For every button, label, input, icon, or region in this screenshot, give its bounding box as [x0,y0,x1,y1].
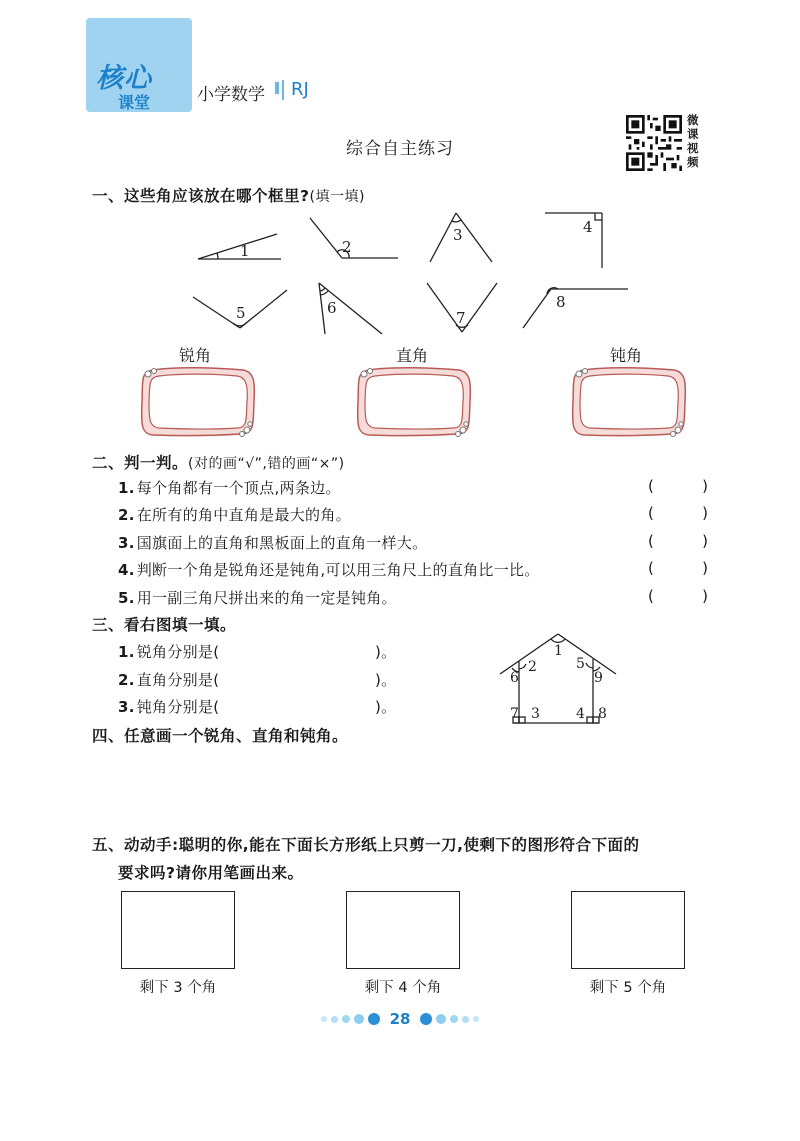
fill-blank-end[interactable]: )。 [375,671,397,689]
angle-4 [545,213,602,268]
answer-blank[interactable]: ( ) [648,477,708,495]
footer-dot [354,1014,364,1024]
judge-item [118,477,341,498]
qr-caption-char: 频 [687,155,699,169]
section1-note: (填一填) [309,189,365,205]
rectangle-caption: 剩下 3 个角 [139,980,217,996]
item-number: 2. [118,506,135,524]
item-text: 锐角分别是( [136,643,220,661]
angle-8 [523,288,628,328]
house-label: 8 [598,706,607,722]
page-footer [0,1010,800,1028]
angle-label: 6 [327,299,337,317]
acute-answer-box[interactable] [139,366,257,438]
section2-note: (对的画“√”,错的画“×”) [188,456,345,472]
obtuse-box-label: 钝角 [609,346,642,365]
footer-dot [420,1013,432,1025]
qr-caption-char: 课 [687,127,699,141]
item-text: 国旗面上的直角和黑板面上的直角一样大。 [136,534,428,552]
drawing-area[interactable] [118,752,698,822]
rectangle-caption: 剩下 4 个角 [364,980,442,996]
angle-label: 1 [240,242,250,260]
logo-title: 核心 [96,63,152,94]
paper-rectangle-3[interactable] [571,891,685,969]
angle-label: 4 [583,218,593,236]
edition-label: RJ [291,79,309,100]
footer-dot [331,1016,338,1023]
qr-caption-char: 视 [687,141,699,155]
angles-figure [0,0,800,360]
item-number: 3. [118,698,135,716]
fill-item [118,669,219,690]
answer-blank[interactable]: ( ) [648,587,708,605]
item-text: 在所有的角中直角是最大的角。 [136,506,351,524]
page-number: 28 [389,1010,411,1028]
judge-item [118,559,540,580]
angle-label: 2 [342,238,352,256]
footer-dot [462,1016,469,1023]
obtuse-answer-box[interactable] [570,366,688,438]
item-number: 5. [118,589,135,607]
footer-dot [436,1014,446,1024]
house-figure [496,628,621,728]
item-text: 用一副三角尺拼出来的角一定是钝角。 [136,589,397,607]
house-label: 3 [531,706,540,722]
fill-blank-end[interactable]: )。 [375,643,397,661]
item-number: 1. [118,643,135,661]
item-number: 3. [118,534,135,552]
fill-blank-end[interactable]: )。 [375,698,397,716]
angle-label: 7 [456,309,466,327]
item-text: 直角分别是( [136,671,220,689]
judge-item [118,504,351,525]
house-label: 6 [510,670,519,686]
section5-heading: 五、动动手:聪明的你,能在下面长方形纸上只剪一刀,使剩下的图形符合下面的 [92,836,640,854]
item-text: 每个角都有一个顶点,两条边。 [136,479,341,497]
fill-item [118,696,219,717]
section1-heading-text: 一、这些角应该放在哪个框里? [92,187,310,205]
item-text: 判断一个角是锐角还是钝角,可以用三角尺上的直角比一比。 [136,561,540,579]
section5-heading-line2: 要求吗?请你用笔画出来。 [118,864,304,882]
judge-item [118,587,397,608]
item-number: 1. [118,479,135,497]
rectangle-caption: 剩下 5 个角 [589,980,667,996]
logo-subtitle: 课堂 [118,93,151,112]
angle-2 [310,218,398,258]
footer-dot [473,1016,479,1022]
angle-label: 3 [453,226,463,244]
footer-dot [368,1013,380,1025]
house-label: 4 [576,706,585,722]
house-label: 2 [528,659,537,675]
section3-heading: 三、看右图填一填。 [92,616,237,634]
section2-heading [92,451,345,473]
item-text: 钝角分别是( [136,698,220,716]
footer-dot [450,1015,458,1023]
answer-blank[interactable]: ( ) [648,504,708,522]
acute-box-label: 锐角 [178,346,211,365]
page-title: 综合自主练习 [346,139,454,159]
section4-heading: 四、任意画一个锐角、直角和钝角。 [92,727,349,745]
angle-label: 8 [556,293,566,311]
item-number: 4. [118,561,135,579]
house-label: 9 [594,670,603,686]
fill-item [118,641,219,662]
house-label: 1 [554,643,563,659]
right-answer-box[interactable] [355,366,473,438]
answer-blank[interactable]: ( ) [648,532,708,550]
house-label: 5 [576,656,585,672]
qr-caption-char: 微 [687,113,699,127]
footer-dot [321,1016,327,1022]
item-number: 2. [118,671,135,689]
answer-blank[interactable]: ( ) [648,559,708,577]
section2-heading-text: 二、判一判。 [92,454,189,472]
angle-label: 5 [236,304,246,322]
paper-rectangle-1[interactable] [121,891,235,969]
judge-item [118,532,427,553]
paper-rectangle-2[interactable] [346,891,460,969]
footer-dot [342,1015,350,1023]
house-label: 7 [510,706,519,722]
right-box-label: 直角 [395,346,428,365]
subject-label: 小学数学 [197,85,265,105]
